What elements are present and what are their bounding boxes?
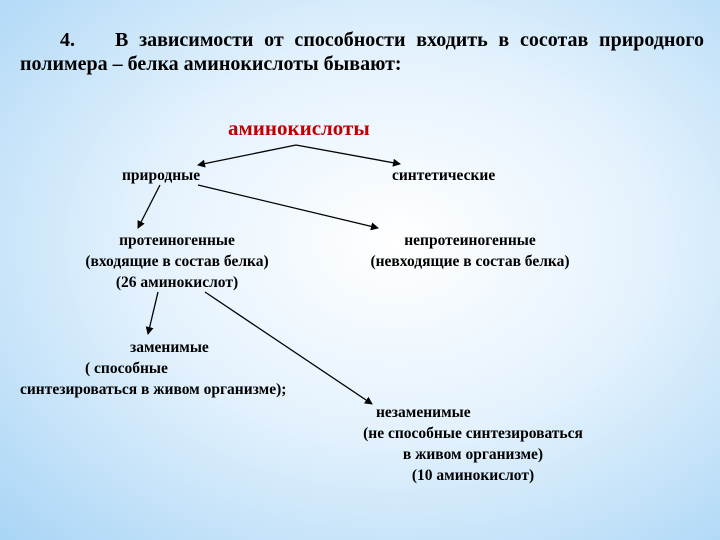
replaceable-line-2: ( способные bbox=[85, 360, 168, 377]
replaceable-line-1: заменимые bbox=[130, 339, 209, 356]
proteinogenic-line-3: (26 аминокислот) bbox=[115, 274, 239, 291]
arrow-root-synthetic bbox=[296, 145, 400, 164]
arrow-natural-proteinogenic bbox=[138, 185, 160, 228]
essential-line-4: (10 аминокислот) bbox=[411, 467, 535, 484]
node-natural: природные bbox=[122, 167, 201, 184]
non-proteinogenic-line-1: непротеиногенные bbox=[404, 232, 536, 249]
proteinogenic-line-1: протеиногенные bbox=[119, 232, 235, 249]
essential-line-2: (не способные синтезироваться bbox=[363, 425, 583, 442]
heading-text: В зависимости от способности входить в сосотав природного полимера – белка аминокислоты бывают: bbox=[20, 29, 704, 75]
arrow-proteinogenic-replaceable bbox=[148, 292, 158, 334]
non-proteinogenic-line-2: (невходящие в состав белка) bbox=[370, 253, 570, 270]
node-proteinogenic bbox=[64, 230, 290, 293]
essential-line-3: в живом организме) bbox=[402, 446, 544, 463]
proteinogenic-line-2: (входящие в состав белка) bbox=[85, 253, 269, 270]
replaceable-line-3: синтезироваться в живом организме); bbox=[20, 381, 287, 398]
node-synthetic: синтетические bbox=[392, 167, 496, 184]
node-replaceable bbox=[20, 337, 350, 400]
root-node-amino-acids: аминокислоты bbox=[228, 116, 370, 140]
arrow-natural-nonproteinogenic bbox=[198, 185, 378, 228]
arrow-root-natural bbox=[198, 145, 296, 165]
node-non-proteinogenic bbox=[348, 230, 592, 272]
essential-line-1: незаменимые bbox=[376, 404, 471, 421]
heading-number: 4. bbox=[60, 29, 75, 51]
node-essential bbox=[340, 402, 606, 486]
